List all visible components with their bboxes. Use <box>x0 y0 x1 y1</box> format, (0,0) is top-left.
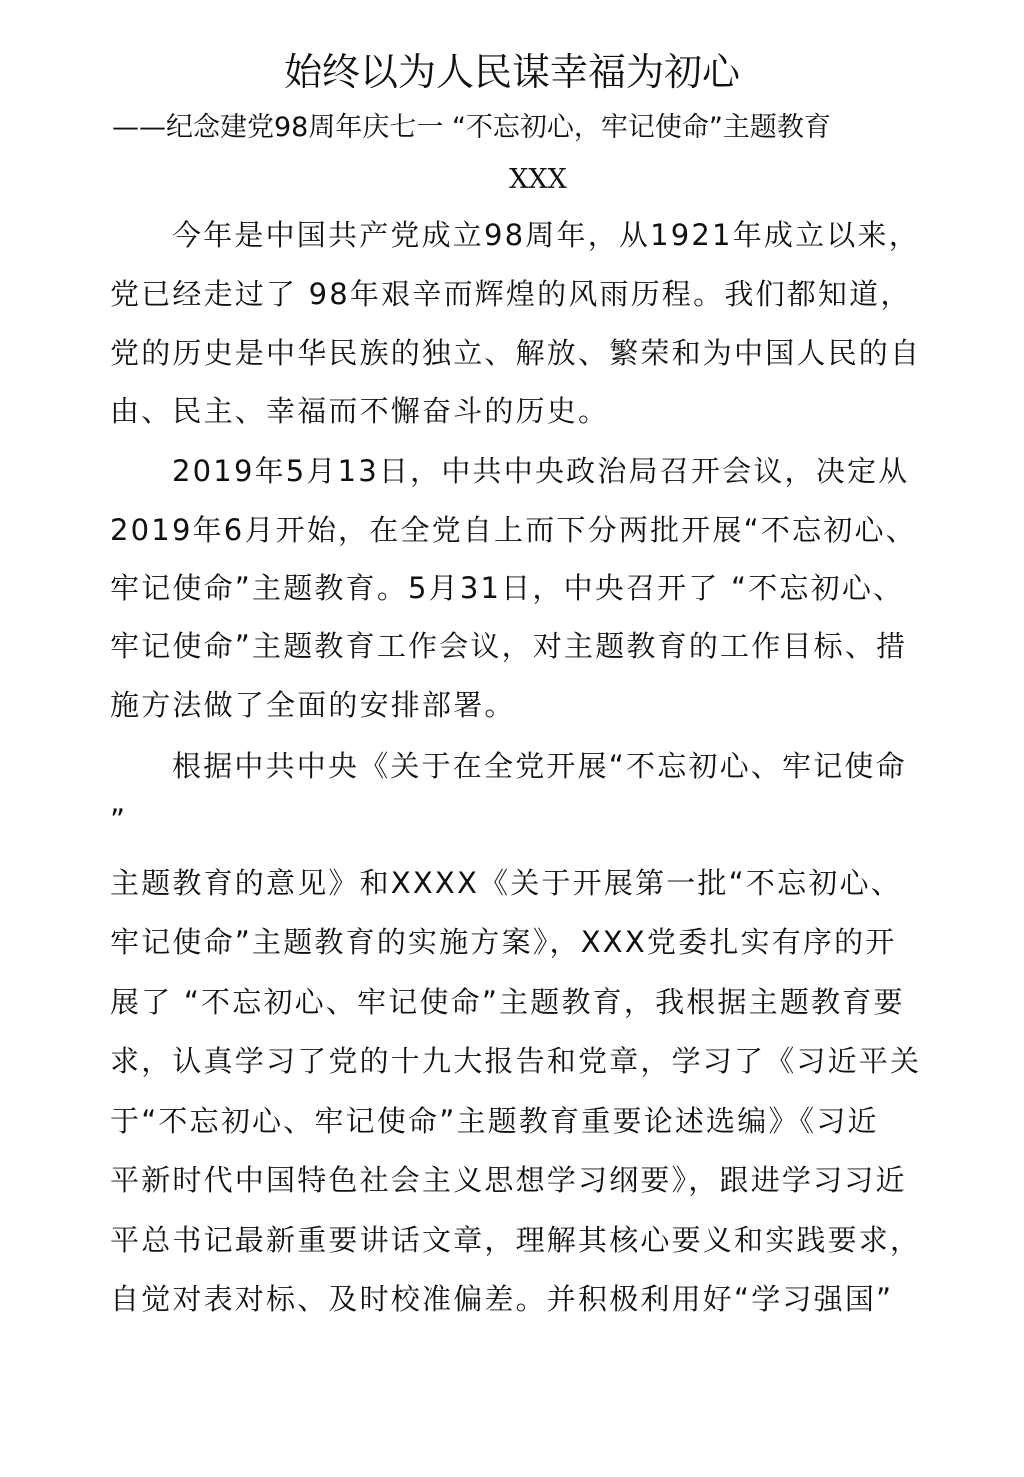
paragraph-1-line-2: 党已经走过了 98年艰辛而辉煌的风雨历程。我们都知道， <box>110 277 912 311</box>
paragraph-1-line-4: 由、民主、幸福而不懈奋斗的历史。 <box>110 394 610 428</box>
paragraph-1-line-3: 党的历史是中华民族的独立、解放、繁荣和为中国人民的自 <box>110 336 922 370</box>
paragraph-2-line-4: 牢记使命”主题教育工作会议，对主题教育的工作目标、措 <box>110 629 908 663</box>
document-author: XXX <box>509 164 567 195</box>
paragraph-3-line-6: 求，认真学习了党的十九大报告和党章，学习了《习近平关 <box>110 1044 922 1078</box>
paragraph-3-line-7: 于“不忘初心、牢记使命”主题教育重要论述选编》《习近 <box>110 1104 879 1138</box>
paragraph-3-line-5: 展了 “不忘初心、牢记使命”主题教育，我根据主题教育要 <box>110 985 905 1019</box>
paragraph-2-line-5: 施方法做了全面的安排部署。 <box>110 688 516 722</box>
paragraph-3-line-8: 平新时代中国特色社会主义思想学习纲要》，跟进学习习近 <box>110 1163 907 1197</box>
paragraph-3-line-3: 主题教育的意见》和XXXX《关于开展第一批“不忘初心、 <box>110 866 902 900</box>
paragraph-3-line-4: 牢记使命”主题教育的实施方案》，XXX党委扎实有序的开 <box>110 925 897 959</box>
paragraph-2-line-3: 牢记使命”主题教育。5月31日，中央召开了 “不忘初心、 <box>110 571 905 605</box>
paragraph-1-line-1: 今年是中国共产党成立98周年，从1921年成立以来， <box>172 218 920 252</box>
paragraph-2-line-1: 2019年5月13日，中共中央政治局召开会议，决定从 <box>172 454 910 488</box>
paragraph-3-line-2: ” <box>110 803 128 837</box>
paragraph-3-line-1: 根据中共中央《关于在全党开展“不忘初心、牢记使命 <box>172 749 907 783</box>
document-title: 始终以为人民谋幸福为初心 <box>283 50 740 94</box>
paragraph-3-line-10: 自觉对表对标、及时校准偏差。并积极利用好“学习强国” <box>110 1282 894 1316</box>
paragraph-3-line-9: 平总书记最新重要讲话文章，理解其核心要义和实践要求， <box>110 1223 922 1257</box>
document-subtitle: ——纪念建党98周年庆七一 “不忘初心，牢记使命”主题教育 <box>112 112 831 143</box>
paragraph-2-line-2: 2019年6月开始，在全党自上而下分两批开展“不忘初心、 <box>110 513 917 547</box>
